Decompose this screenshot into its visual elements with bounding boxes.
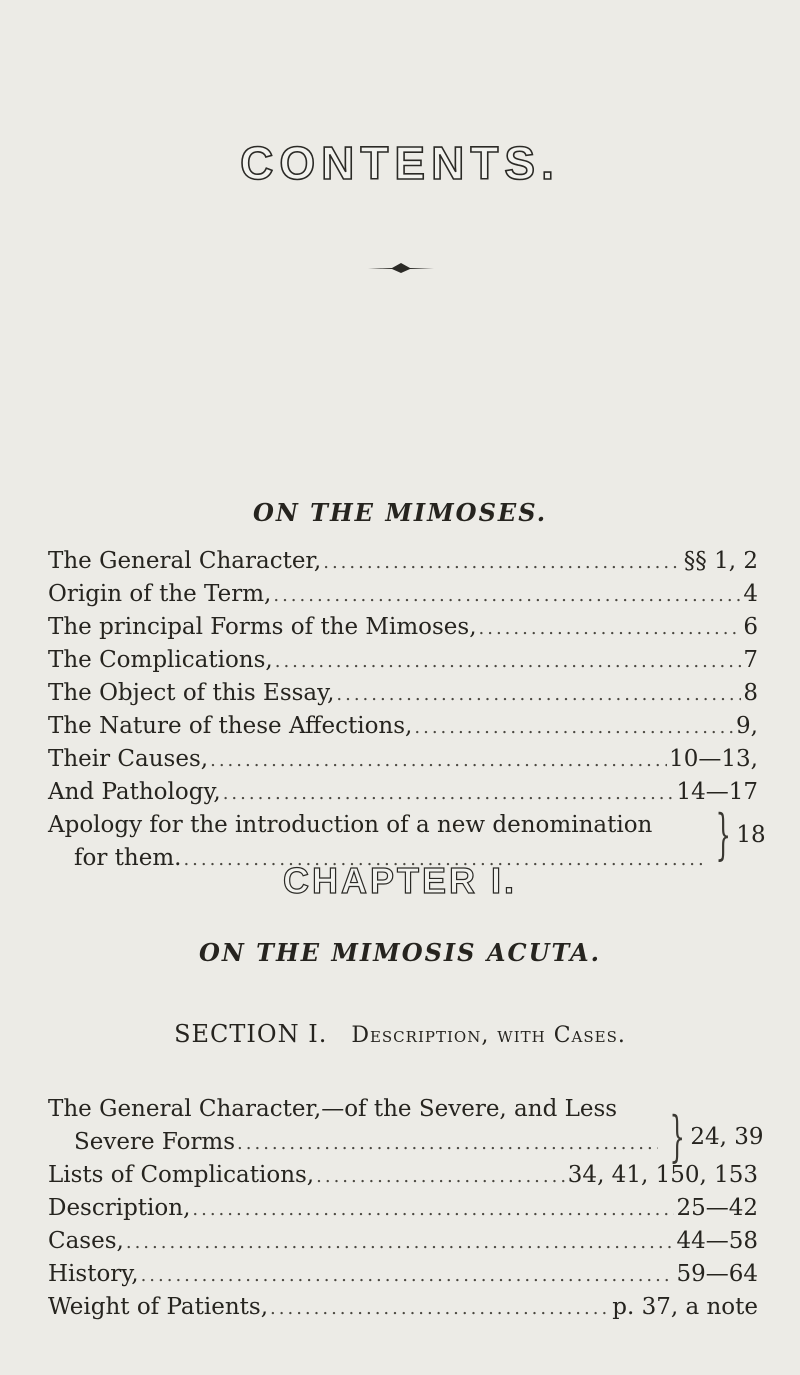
toc-entry[interactable]: The Nature of these Affections, ..... 9, [48,713,758,746]
apology-ref: 18 [736,822,766,848]
toc-entry-general-line1[interactable]: The General Character,—of the Severe, and Less [48,1096,618,1122]
section-heading [0,1020,800,1048]
toc-entry[interactable]: The General Character, ..... §§ 1, 2 [48,548,758,581]
toc-entry[interactable]: And Pathology, ..... 14—17 [48,779,758,812]
brace-icon: } [715,803,731,866]
toc-entry-general-line2[interactable]: Severe Forms ..... [48,1129,660,1162]
toc-entry-apology-line2[interactable]: for them. ..... [48,845,704,878]
page-title: CONTENTS. [240,137,560,189]
toc-entry[interactable]: History, ..... 59—64 [48,1261,758,1294]
toc-entry-apology-line1[interactable]: Apology for the introduction of a new denomination [48,812,653,838]
chapter-heading: CHAPTER I. [282,860,517,901]
ornament-dash-icon [366,258,436,278]
toc-entry[interactable]: Their Causes, ..... 10—13, [48,746,758,779]
mimoses-toc [48,548,758,878]
brace-icon: } [669,1105,685,1168]
toc-entry[interactable]: Description, ..... 25—42 [48,1195,758,1228]
toc-entry[interactable]: Weight of Patients, ..... p. 37, a note [48,1294,758,1327]
general-brace [660,1105,764,1168]
toc-entry[interactable]: The principal Forms of the Mimoses, ..... 6 [48,614,758,647]
mimoses-heading: ON THE MIMOSES. [252,498,548,527]
general-ref: 24, 39 [690,1124,764,1150]
section-title: Description, with Cases. [351,1023,626,1048]
chapter-subheading: ON THE MIMOSIS ACUTA. [198,938,602,967]
apology-brace [706,803,766,866]
toc-entry[interactable]: Lists of Complications, ..... 34, 41, 150, 153 [48,1162,758,1195]
toc-entry[interactable]: Origin of the Term, ..... 4 [48,581,758,614]
chapter-toc [48,1096,758,1327]
toc-entry[interactable]: Cases, ..... 44—58 [48,1228,758,1261]
section-number: SECTION I. [174,1020,328,1048]
toc-entry[interactable]: The Object of this Essay, ..... 8 [48,680,758,713]
toc-entry[interactable]: The Complications, ..... 7 [48,647,758,680]
